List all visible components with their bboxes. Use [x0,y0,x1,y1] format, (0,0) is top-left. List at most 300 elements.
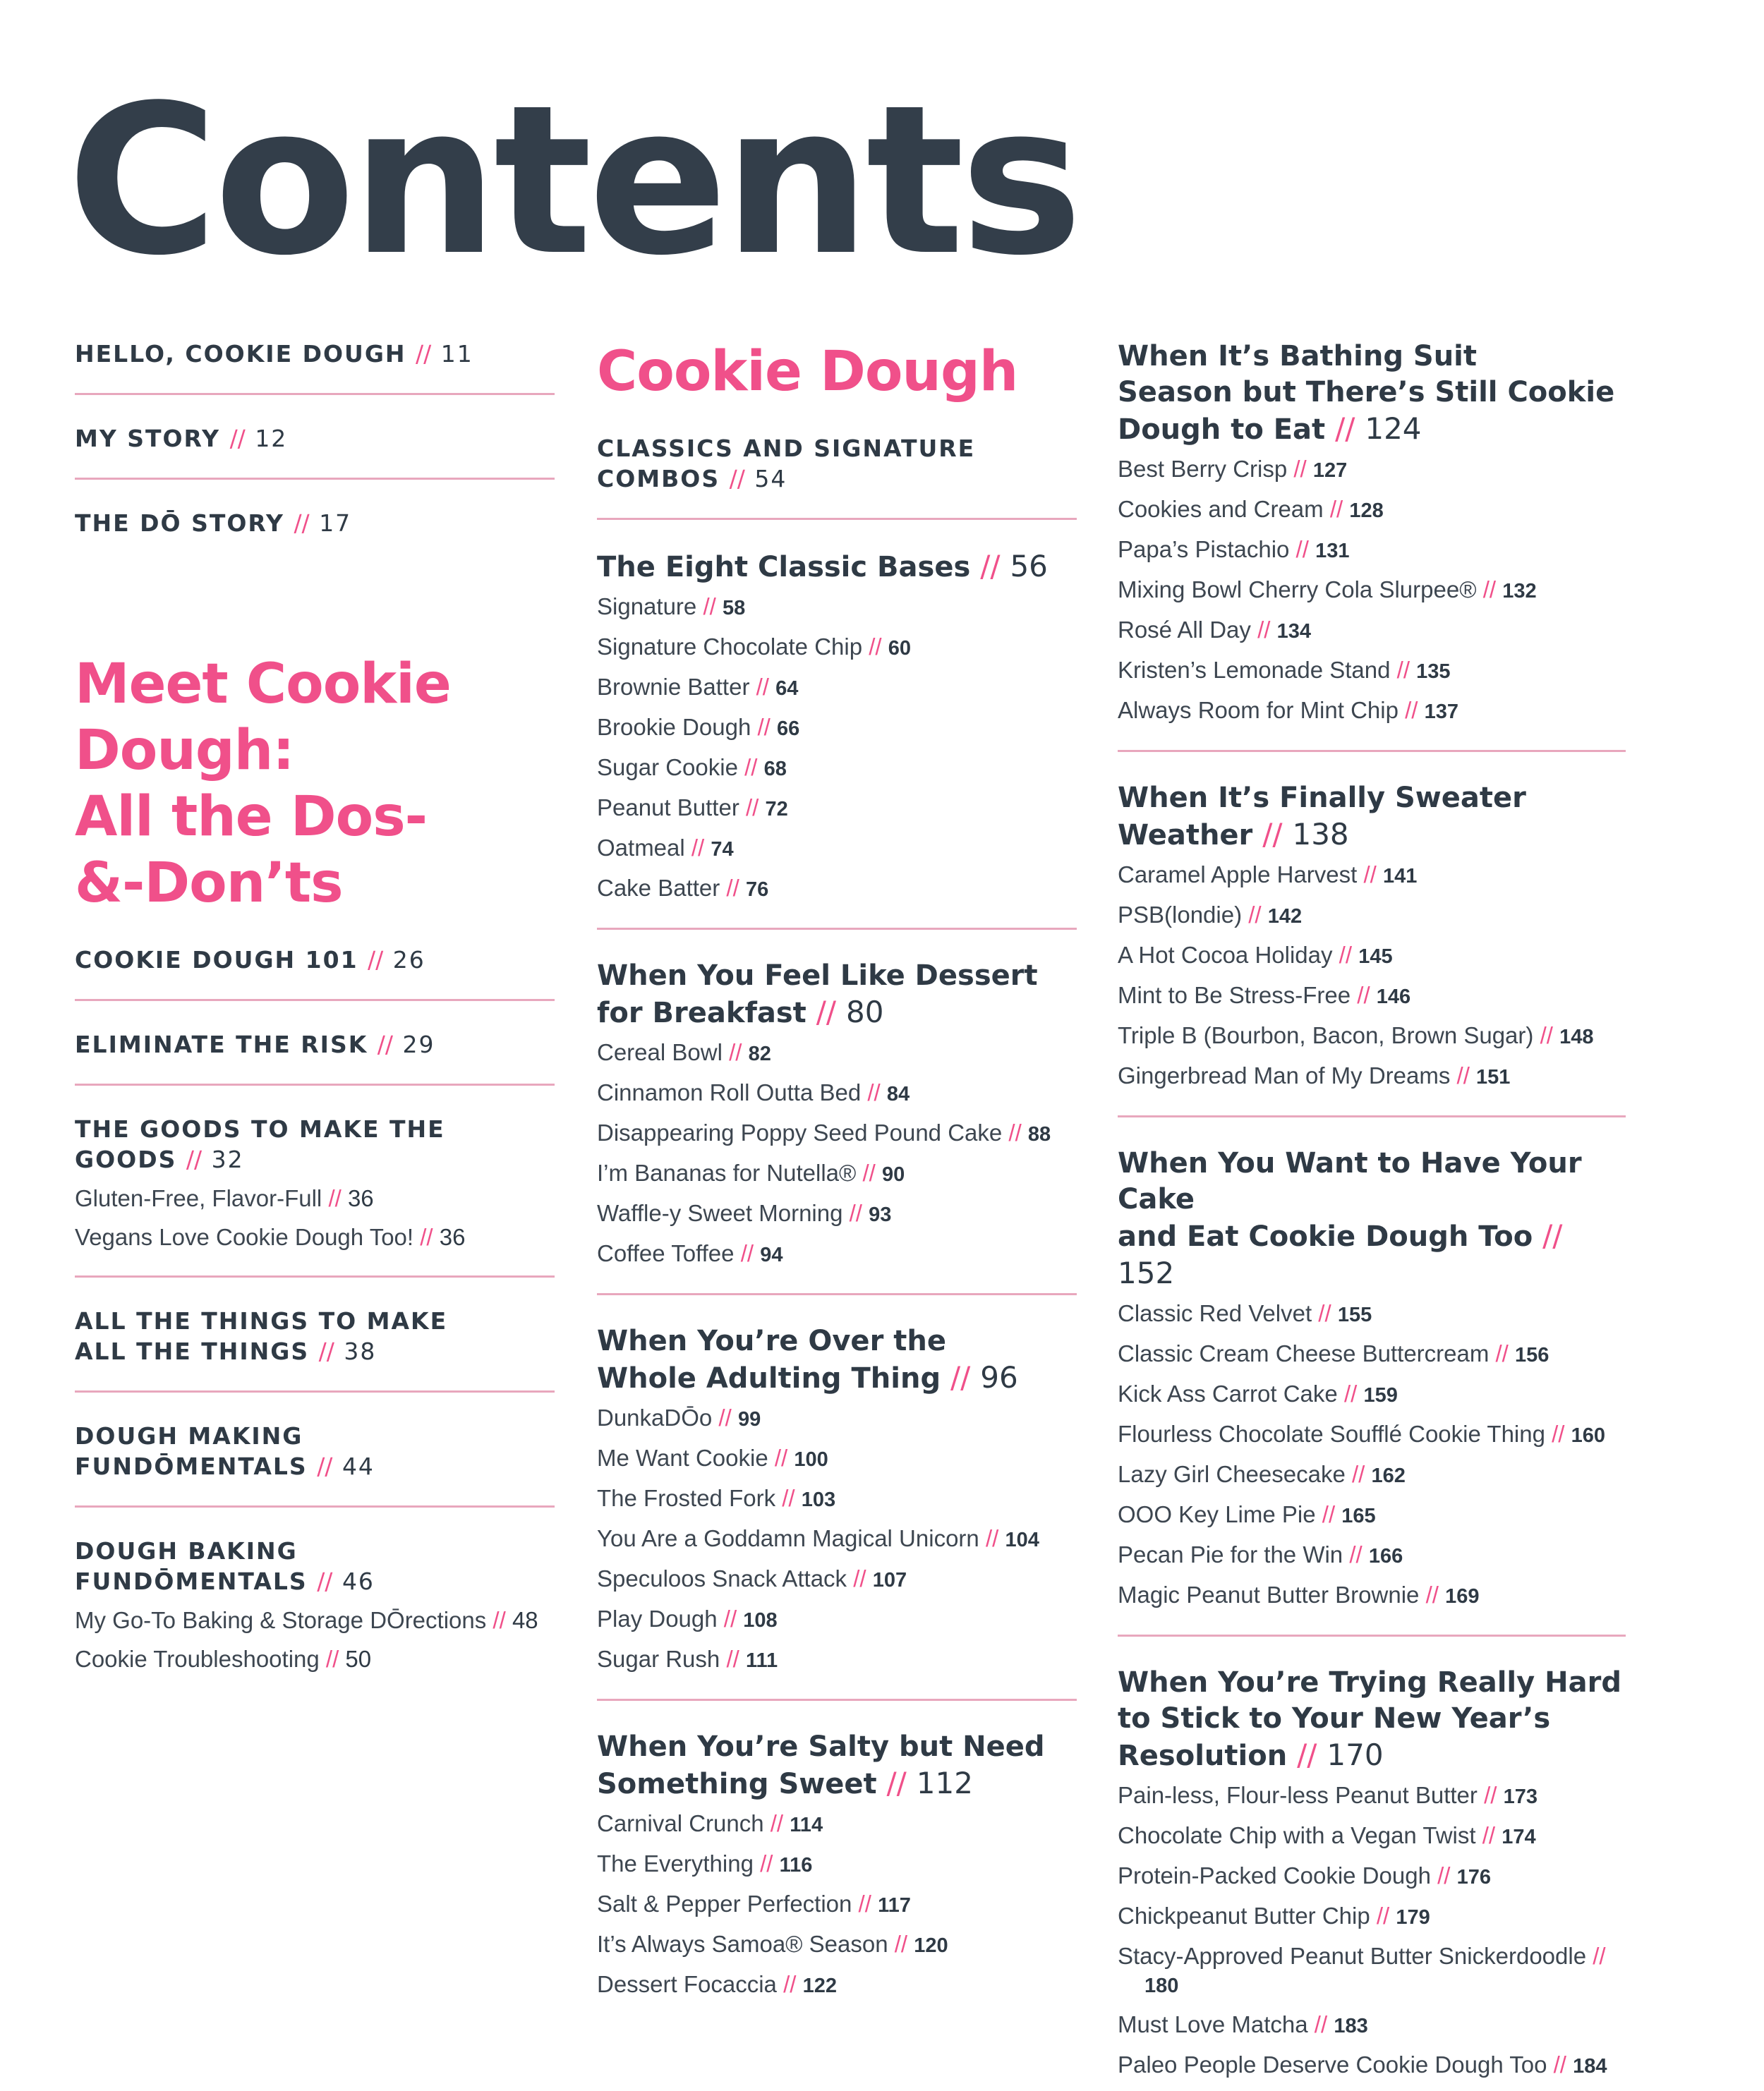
separator-slash: // [770,1810,784,1836]
recipe-entry[interactable] [75,1223,555,1251]
page-number: 32 [211,1146,244,1173]
separator-slash: // [1314,2011,1328,2037]
page-number: 174 [1502,1826,1536,1848]
recipe-entry[interactable] [597,1079,1077,1108]
separator-slash: // [1297,1738,1317,1772]
separator-slash: // [1339,942,1353,968]
recipe-entry[interactable] [597,1038,1077,1068]
page-number: 184 [1573,2055,1607,2078]
section-title-line: Whole Adulting Thing [597,1362,941,1395]
separator-slash: // [1484,1782,1497,1808]
recipe-entry[interactable] [597,1240,1077,1269]
recipe-entry[interactable] [597,834,1077,863]
separator-slash: // [328,1185,342,1211]
separator-slash: // [867,1079,881,1105]
recipe-entry[interactable] [1118,1299,1626,1329]
recipe-entry[interactable] [75,1184,555,1213]
page-number: 72 [765,798,788,820]
recipe-entry[interactable] [1118,1822,1626,1851]
separator-slash: // [1376,1903,1390,1929]
recipe-entry[interactable] [597,1890,1077,1920]
separator-slash: // [1352,1461,1365,1487]
separator-slash: // [294,509,310,537]
recipe-entry[interactable] [1118,1380,1626,1410]
section-title-line: Dough to Eat [1118,413,1326,446]
separator-slash: // [325,1646,339,1672]
recipe-entry[interactable] [1118,2011,1626,2040]
entry-label: HELLO, COOKIE DOUGH [75,340,406,368]
recipe-entry[interactable] [597,633,1077,662]
recipe-entry[interactable] [597,753,1077,783]
recipe-name: Brookie Dough [597,714,751,740]
separator-slash: // [1482,576,1497,602]
page-title: Contents [67,61,1079,301]
recipe-name: I’m Bananas for Nutella® [597,1160,857,1186]
section-resolution [1118,1665,1626,2080]
section-classic-bases [597,548,1077,904]
separator-slash: // [1482,1822,1496,1848]
section-title-line: When It’s Bathing Suit [1118,340,1478,372]
section-heading[interactable] [597,958,1077,1031]
recipe-entry[interactable] [75,1645,555,1673]
recipe-name: Mint to Be Stress-Free [1118,982,1351,1008]
separator-slash: // [1343,1381,1358,1407]
separator-slash: // [691,835,705,861]
page-number: 93 [869,1204,892,1226]
section-heading[interactable] [1118,339,1626,448]
separator-slash: // [1363,861,1377,887]
recipe-entry[interactable] [1118,1581,1626,1611]
section-adulting [597,1323,1077,1675]
separator-slash: // [1357,982,1370,1008]
contents-column-1 [75,339,555,1684]
page-number: 145 [1358,945,1393,968]
entry-label: DOUGH MAKING [75,1422,303,1450]
separator-slash: // [317,1453,333,1480]
recipe-entry[interactable] [597,1525,1077,1554]
separator-slash: // [760,1850,773,1877]
separator-slash: // [756,674,769,700]
divider [1118,1635,1626,1637]
section-title-line: Resolution [1118,1740,1288,1772]
recipe-name: Oatmeal [597,835,685,861]
recipe-name: Magic Peanut Butter Brownie [1118,1582,1420,1608]
recipe-entry[interactable] [1118,1420,1626,1450]
divider [1118,1115,1626,1117]
recipe-name: Peanut Butter [597,794,739,820]
entry-label: CLASSICS AND SIGNATURE [597,435,976,462]
section-title-line: Weather [1118,819,1253,851]
recipe-name: Chocolate Chip with a Vegan Twist [1118,1822,1476,1848]
recipe-name: Gingerbread Man of My Dreams [1118,1062,1451,1089]
toc-entry[interactable] [75,1536,555,1596]
recipe-entry[interactable] [1118,2051,1626,2080]
page-number: 142 [1267,905,1303,928]
section-heading[interactable] [597,548,1077,586]
page-number: 74 [711,838,734,861]
page-number: 146 [1376,986,1411,1008]
page-number: 82 [748,1043,771,1065]
separator-slash: // [416,340,432,368]
recipe-entry[interactable] [1118,861,1626,890]
toc-entry[interactable] [75,945,555,975]
recipe-name: Carnival Crunch [597,1810,764,1836]
separator-slash: // [1329,496,1343,522]
section-title-line: When You’re Salty but Need [597,1731,1045,1763]
section-title-line: Season but There’s Still Cookie [1118,376,1615,408]
section-title-line: Something Sweet [597,1768,877,1800]
page-number: 17 [319,509,352,537]
divider [1118,750,1626,752]
section-salty [597,1729,1077,2000]
separator-slash: // [862,1160,876,1186]
page-number: 104 [1005,1529,1039,1551]
separator-slash: // [950,1360,971,1395]
page-number: 29 [402,1031,435,1058]
toc-entry[interactable] [75,1306,555,1366]
recipe-name: Chickpeanut Butter Chip [1118,1903,1370,1929]
recipe-name: Signature [597,593,697,619]
recipe-entry[interactable] [597,1199,1077,1229]
divider [597,518,1077,520]
page-number: 36 [347,1185,374,1211]
page-number: 141 [1383,865,1418,887]
separator-slash: // [1540,1022,1553,1048]
recipe-name: You Are a Goddamn Magical Unicorn [597,1525,979,1551]
separator-slash: // [186,1146,203,1173]
separator-slash: // [1318,1300,1331,1326]
recipe-name: Pain-less, Flour-less Peanut Butter [1118,1782,1478,1808]
section-heading[interactable] [1118,1665,1626,1774]
recipe-entry[interactable] [597,593,1077,622]
recipe-entry[interactable] [597,1159,1077,1189]
page-number: 50 [345,1646,372,1672]
recipe-entry[interactable] [1118,1062,1626,1091]
separator-slash: // [757,714,771,740]
toc-entry[interactable] [75,423,555,454]
contents-column-2 [597,339,1077,2011]
section-page-number: 96 [980,1360,1018,1395]
page-number: 151 [1476,1066,1511,1089]
divider [75,1275,555,1278]
recipe-entry[interactable] [1118,1501,1626,1530]
recipe-name: Triple B (Bourbon, Bacon, Brown Sugar) [1118,1022,1534,1048]
divider [75,1390,555,1393]
page-number: 135 [1416,660,1451,683]
recipe-entry[interactable] [597,1810,1077,1839]
recipe-entry[interactable] [75,1606,555,1635]
separator-slash: // [1322,1501,1336,1527]
separator-slash: // [774,1445,788,1471]
section-heading[interactable] [597,1729,1077,1802]
recipe-entry[interactable] [597,1404,1077,1434]
recipe-name: My Go-To Baking & Storage DŌrections [75,1607,487,1633]
separator-slash: // [1396,657,1410,683]
page-number: 162 [1371,1465,1406,1487]
separator-slash: // [726,1646,739,1672]
part-heading-line: &-Don’ts [75,851,343,915]
entry-label: ELIMINATE THE RISK [75,1031,368,1058]
recipe-entry[interactable] [1118,1340,1626,1369]
recipe-name: Coffee Toffee [597,1240,735,1266]
recipe-entry[interactable] [1118,535,1626,565]
recipe-name: Pecan Pie for the Win [1118,1541,1343,1568]
recipe-entry[interactable] [1118,696,1626,726]
recipe-entry[interactable] [597,1565,1077,1594]
recipe-name: Me Want Cookie [597,1445,768,1471]
recipe-entry[interactable] [597,713,1077,743]
section-heading[interactable] [597,1323,1077,1397]
toc-entry[interactable] [75,1421,555,1481]
separator-slash: // [368,946,384,974]
recipe-entry[interactable] [1118,1541,1626,1570]
recipe-name: Classic Red Velvet [1118,1300,1312,1326]
divider [75,1505,555,1508]
page-number: 54 [754,465,787,492]
separator-slash: // [729,1039,742,1065]
page-number: 155 [1337,1304,1372,1326]
separator-slash: // [816,995,837,1029]
section-title-line: When You Want to Have Your Cake [1118,1147,1582,1216]
page-number: 165 [1341,1505,1376,1527]
section-page-number: 170 [1327,1738,1384,1772]
page-number: 183 [1334,2015,1368,2037]
entry-label: GOODS [75,1146,177,1173]
toc-entry[interactable] [75,508,555,538]
section-title-line: for Breakfast [597,997,807,1029]
separator-slash: // [1553,2051,1566,2078]
separator-slash: // [782,1485,795,1511]
recipe-name: Gluten-Free, Flavor-Full [75,1185,322,1211]
section-heading[interactable] [1118,1146,1626,1292]
page-number: 94 [760,1244,783,1266]
separator-slash: // [1456,1062,1470,1089]
separator-slash: // [1262,817,1283,851]
recipe-name: Protein-Packed Cookie Dough [1118,1862,1431,1889]
page-number: 58 [722,597,746,619]
entry-label: COOKIE DOUGH 101 [75,946,358,974]
entry-label: FUNDŌMENTALS [75,1453,308,1480]
separator-slash: // [744,754,758,780]
separator-slash: // [1293,456,1307,482]
separator-slash: // [1405,697,1418,723]
recipe-name: OOO Key Lime Pie [1118,1501,1316,1527]
section-page-number: 80 [845,995,884,1029]
recipe-entry[interactable] [597,794,1077,823]
section-page-number: 138 [1292,817,1349,851]
recipe-entry[interactable] [1118,455,1626,485]
recipe-entry[interactable] [597,1970,1077,2000]
separator-slash: // [849,1200,862,1226]
page-number: 26 [392,946,425,974]
page-number: 99 [737,1408,761,1431]
divider [75,393,555,395]
recipe-name: Rosé All Day [1118,617,1251,643]
recipe-name: Cookies and Cream [1118,496,1324,522]
page-number: 160 [1571,1424,1606,1447]
entry-label: THE GOODS TO MAKE THE [75,1115,445,1143]
recipe-entry[interactable] [1118,1460,1626,1490]
recipe-entry[interactable] [1118,656,1626,686]
recipe-entry[interactable] [1118,1862,1626,1891]
section-title-line: to Stick to Your New Year’s [1118,1702,1551,1735]
recipe-name: Always Room for Mint Chip [1118,697,1398,723]
section-bathing-suit [1118,339,1626,726]
separator-slash: // [377,1031,394,1058]
recipe-entry[interactable] [597,1484,1077,1514]
recipe-name: Mixing Bowl Cherry Cola Slurpee® [1118,576,1477,602]
recipe-entry[interactable] [597,673,1077,703]
recipe-name: Dessert Focaccia [597,1971,777,1997]
page-number: 117 [878,1894,911,1917]
recipe-name: Classic Cream Cheese Buttercream [1118,1340,1490,1366]
section-title-line: When You Feel Like Dessert [597,959,1038,992]
separator-slash: // [886,1766,907,1800]
divider [75,478,555,480]
recipe-entry[interactable] [597,874,1077,904]
recipe-entry[interactable] [1118,901,1626,931]
separator-slash: // [726,875,739,901]
section-heading[interactable] [1118,780,1626,854]
recipe-entry[interactable] [597,1850,1077,1879]
recipe-name: The Frosted Fork [597,1485,776,1511]
recipe-name: Signature Chocolate Chip [597,634,863,660]
separator-slash: // [1008,1120,1022,1146]
entry-label: ALL THE THINGS [75,1338,310,1365]
toc-entry[interactable] [75,1029,555,1060]
section-page-number: 56 [1010,549,1048,583]
recipe-name: DunkaDŌo [597,1405,713,1431]
page-number: 48 [512,1607,538,1633]
separator-slash: // [1552,1421,1565,1447]
recipe-entry[interactable] [1118,1781,1626,1811]
page-number: 127 [1312,459,1348,482]
page-number: 176 [1456,1866,1491,1889]
separator-slash: // [740,1240,754,1266]
recipe-name: Cereal Bowl [597,1039,723,1065]
toc-entry[interactable] [597,433,1077,494]
toc-entry[interactable] [75,1114,555,1175]
section-page-number: 112 [916,1766,973,1800]
recipe-name: Flourless Chocolate Soufflé Cookie Thing [1118,1421,1545,1447]
entry-label: DOUGH BAKING [75,1537,298,1565]
recipe-name: Paleo People Deserve Cookie Dough Too [1118,2051,1547,2078]
recipe-name: Stacy-Approved Peanut Butter Snickerdoodle [1118,1943,1587,1969]
recipe-name: Cookie Troubleshooting [75,1646,320,1672]
page-number: 68 [763,758,787,780]
recipe-name: Lazy Girl Cheesecake [1118,1461,1346,1487]
separator-slash: // [1542,1218,1563,1253]
recipe-name: Caramel Apple Harvest [1118,861,1358,887]
part-heading-line: All the Dos- [75,785,427,849]
page-number: 148 [1559,1026,1594,1048]
page-number: 120 [914,1934,948,1957]
section-title-line: The Eight Classic Bases [597,551,971,583]
page-number: 107 [872,1569,907,1592]
separator-slash: // [729,465,745,492]
page-number: 38 [344,1338,377,1365]
entry-label: ALL THE THINGS TO MAKE [75,1307,448,1335]
recipe-name: Cinnamon Roll Outta Bed [597,1079,862,1105]
separator-slash: // [1248,902,1262,928]
page-number: 100 [794,1448,828,1471]
recipe-name: Sugar Rush [597,1646,720,1672]
page-number: 108 [743,1609,778,1632]
recipe-entry[interactable] [1118,981,1626,1011]
recipe-name: It’s Always Samoa® Season [597,1931,888,1957]
recipe-name: Disappearing Poppy Seed Pound Cake [597,1120,1003,1146]
recipe-entry[interactable] [1118,616,1626,646]
recipe-entry[interactable] [1118,495,1626,525]
page-number: 173 [1503,1786,1538,1808]
separator-slash: // [1495,1340,1509,1366]
page-number: 137 [1424,701,1459,723]
recipe-name: Play Dough [597,1606,718,1632]
page-number: 156 [1515,1344,1549,1366]
divider [597,928,1077,930]
recipe-name: Kristen’s Lemonade Stand [1118,657,1391,683]
toc-entry[interactable] [75,339,555,369]
section-breakfast [597,958,1077,1269]
recipe-entry[interactable] [597,1605,1077,1635]
recipe-entry[interactable] [597,1930,1077,1960]
recipe-entry[interactable] [1118,1902,1626,1932]
page-number: 84 [886,1083,910,1105]
separator-slash: // [1425,1582,1439,1608]
recipe-name: Kick Ass Carrot Cake [1118,1381,1338,1407]
page-number: 76 [745,878,769,901]
recipe-entry[interactable] [1118,941,1626,971]
recipe-entry[interactable] [1118,1022,1626,1051]
page-number: 114 [790,1814,823,1836]
contents-column-3 [1118,339,1626,2091]
recipe-name: Must Love Matcha [1118,2011,1308,2037]
separator-slash: // [703,593,716,619]
recipe-entry[interactable] [1118,576,1626,605]
page-number: 88 [1027,1123,1051,1146]
page-number: 103 [801,1489,836,1511]
page-number: 60 [888,637,912,660]
page-number: 36 [439,1224,466,1250]
separator-slash: // [229,425,246,452]
section-cake [1118,1146,1626,1611]
recipe-entry[interactable] [597,1645,1077,1675]
page-number: 134 [1276,620,1311,643]
recipe-entry[interactable] [1118,1942,1626,2000]
page-number: 180 [1144,1975,1179,1997]
section-title-line: When You’re Trying Really Hard [1118,1666,1621,1699]
page-number: 169 [1445,1585,1480,1608]
recipe-entry[interactable] [597,1444,1077,1474]
page-number: 44 [342,1453,375,1480]
page-number: 111 [745,1649,778,1672]
divider [597,1699,1077,1701]
section-title-line: and Eat Cookie Dough Too [1118,1220,1533,1253]
recipe-name: Speculoos Snack Attack [597,1565,847,1592]
recipe-name: The Everything [597,1850,754,1877]
separator-slash: // [1295,536,1309,562]
section-title-line: When You’re Over the [597,1325,946,1357]
separator-slash: // [985,1525,999,1551]
separator-slash: // [869,634,882,660]
separator-slash: // [718,1405,732,1431]
recipe-entry[interactable] [597,1119,1077,1148]
page-number: 179 [1396,1906,1430,1929]
page-number: 128 [1349,499,1384,522]
section-page-number: 152 [1118,1256,1175,1290]
separator-slash: // [1437,1862,1451,1889]
entry-label: COMBOS [597,465,720,492]
